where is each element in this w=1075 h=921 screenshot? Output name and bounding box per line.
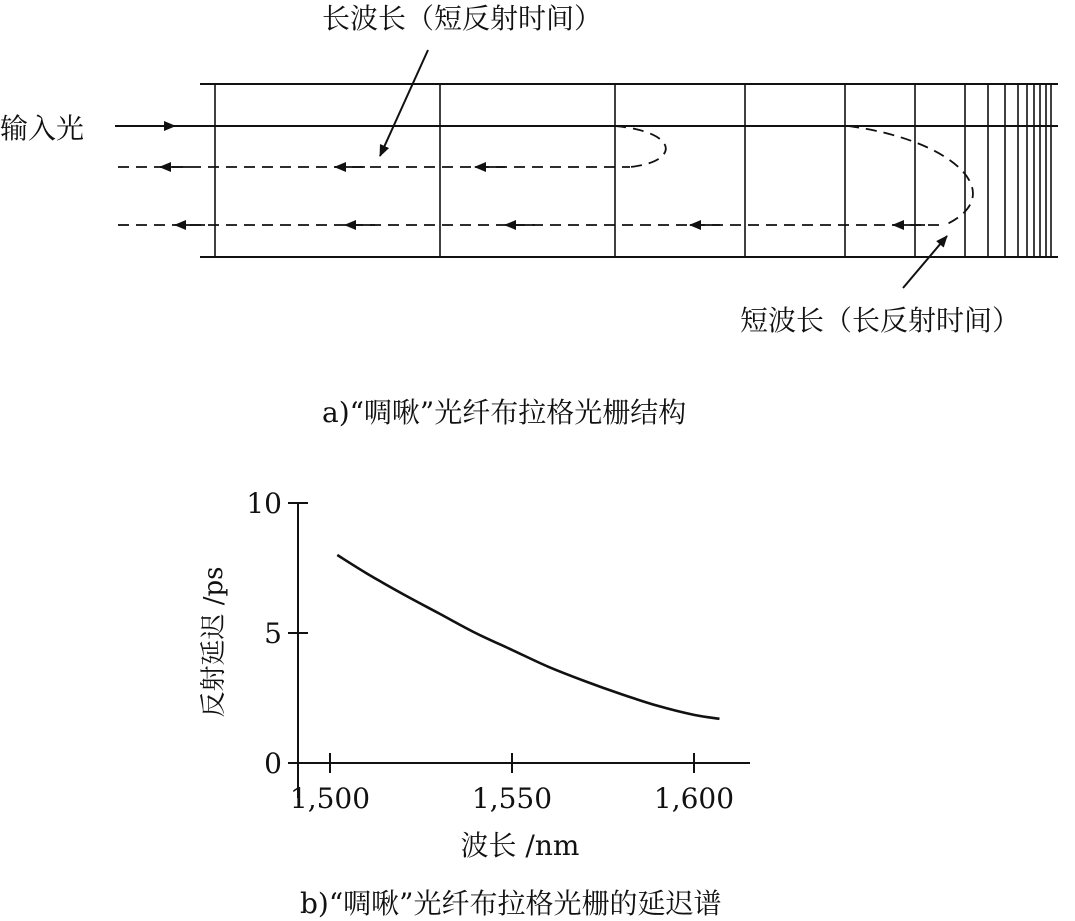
y-tick-label: 5 [264, 617, 282, 650]
long-wave-callout-label: 长波长（短反射时间） [322, 2, 603, 35]
x-tick-label: 1,550 [471, 782, 553, 815]
input-light-label: 输入光 [0, 112, 85, 145]
figure-a-caption: a)“啁啾”光纤布拉格光栅结构 [322, 396, 687, 429]
grating-structure-diagram [0, 2, 1058, 429]
delay-curve [337, 555, 719, 719]
curve-points [337, 555, 719, 719]
x-axis-title: 波长 /nm [460, 829, 580, 862]
short-wave-turnaround [848, 126, 973, 225]
long-wave-callout-pointer [380, 50, 428, 156]
grating-planes [215, 84, 1051, 257]
x-tick-label: 1,500 [289, 782, 371, 815]
y-axis-title: 反射延迟 /ps [199, 566, 229, 718]
y-tick-label: 10 [246, 487, 282, 520]
y-tick-label: 0 [264, 747, 282, 780]
x-tick-label: 1,600 [653, 782, 735, 815]
delay-spectrum-chart [199, 487, 750, 920]
short-wave-callout-label: 短波长（长反射时间） [740, 304, 1021, 337]
long-wave-turnaround [615, 126, 666, 167]
short-wave-callout-pointer [903, 236, 947, 288]
figure-b-caption: b)“啁啾”光纤布拉格光栅的延迟谱 [300, 887, 722, 920]
